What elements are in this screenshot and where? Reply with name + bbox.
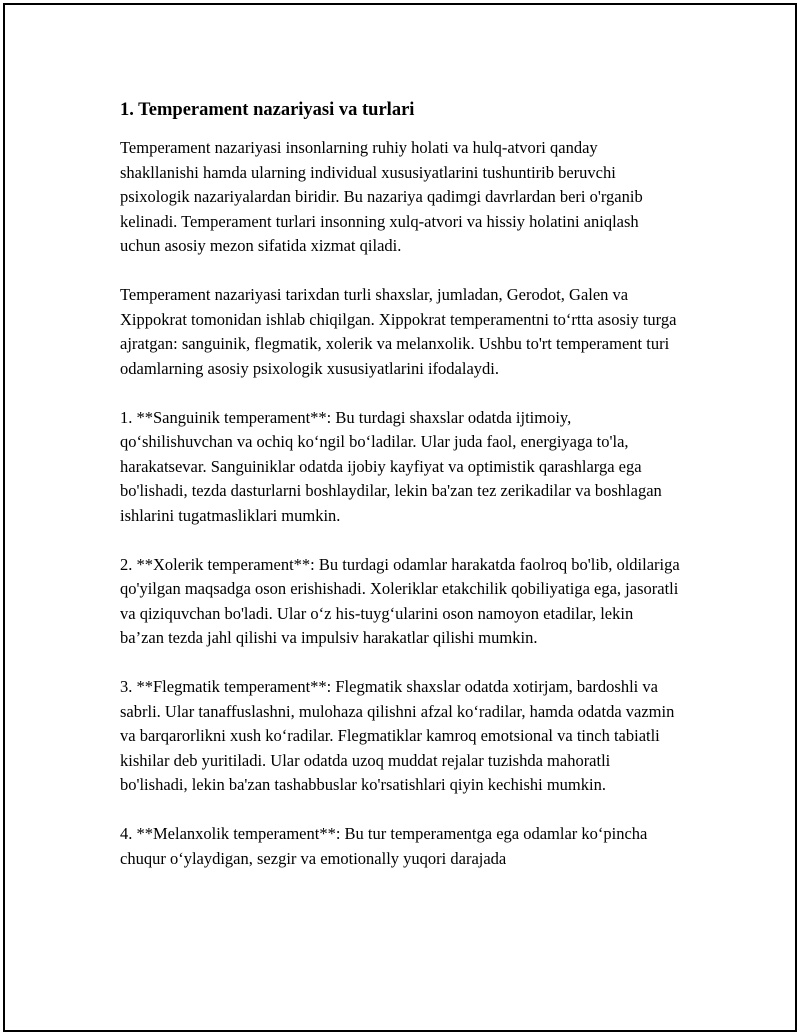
paragraph-phlegmatic: 3. **Flegmatik temperament**: Flegmatik shaxslar odatda xotirjam, bardoshli va sabrli. Ular tanaffuslashni, mulohaza qilishni afzal ko‘radilar, hamda odatda vazmin va barqarorlikni xush ko‘radilar. Flegmatiklar kamroq emotsional va tinch tabiatli kishilar deb yuritiladi. Ular odatda uzoq muddat rejalar tuzishda mahoratli bo'lishadi, lekin ba'zan tashabbuslar ko'rsatishlari qiyin kechishi mumkin. — [120, 677, 675, 794]
paragraph-sanguine: 1. **Sanguinik temperament**: Bu turdagi shaxslar odatda ijtimoiy, qo‘shilishuvchan va ochiq ko‘ngil bo‘ladilar. Ular juda faol, energiyaga to'la, harakatsevar. Sanguiniklar odatda ijobiy kayfiyat va optimistik qarashlarga ega bo'lishadi, tezda dasturlarni boshlaydilar, lekin ba'zan tez zerikadilar va boshlagan ishlarini tugatmasliklari mumkin. — [120, 407, 662, 525]
paragraph-melancholic: 4. **Melanxolik temperament**: Bu tur temperamentga ega odamlar ko‘pincha chuqur o‘ylaydigan, sezgir va emotionally yuqori darajada — [120, 824, 648, 868]
paragraph-intro: Temperament nazariyasi insonlarning ruhiy holati va hulq-atvori qanday shakllanishi hamda ularning individual xususiyatlarini tushuntirib beruvchi psixologik nazariyalardan biridir. Bu nazariya qadimgi davrlardan beri o'rganib kelinadi. Temperament turlari insonning xulq-atvori va hissiy holatini aniqlash uchun asosiy mezon sifatida xizmat qiladi. — [120, 138, 643, 255]
paragraph-history: Temperament nazariyasi tarixdan turli shaxslar, jumladan, Gerodot, Galen va Xippokrat tomonidan ishlab chiqilgan. Xippokrat temperamentni to‘rtta asosiy turga ajratgan: sanguinik, flegmatik, xolerik va melanxolik. Ushbu to'rt temperament turi odamlarning asosiy psixologik xususiyatlarini ifodalaydi. — [120, 285, 677, 378]
paragraph-choleric: 2. **Xolerik temperament**: Bu turdagi odamlar harakatda faolroq bo'lib, oldilariga qo'yilgan maqsadga oson erishishadi. Xoleriklar etakchilik qobiliyatiga ega, jasoratli va qiziquvchan bo'ladi. Ular o‘z his-tuyg‘ularini oson namoyon etadilar, lekin ba’zan tezda jahl qilishi va impulsiv harakatlar qilishi mumkin. — [120, 554, 680, 647]
section-heading: 1. Temperament nazariyasi va turlari — [120, 100, 415, 120]
document-body — [120, 98, 680, 896]
page-frame — [3, 3, 797, 1032]
